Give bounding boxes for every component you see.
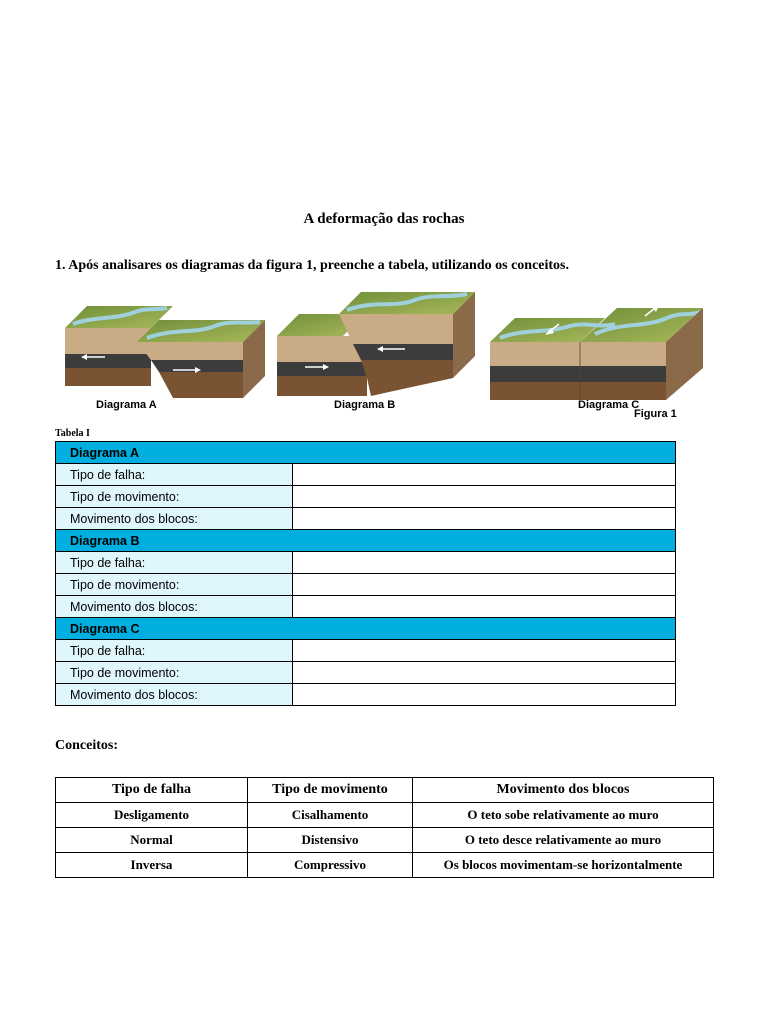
column-header: Movimento dos blocos [413,778,714,803]
column-header: Tipo de falha [56,778,248,803]
answer-cell[interactable] [293,464,676,486]
table-cell: Inversa [56,853,248,878]
table-row [56,508,676,530]
row-label: Movimento dos blocos: [56,684,293,706]
diagram-b-label: Diagrama B [334,399,396,411]
section-header-row [56,530,676,552]
answer-cell[interactable] [293,508,676,530]
row-label: Tipo de movimento: [56,574,293,596]
table-row [56,574,676,596]
section-header-diagram-c: Diagrama C [56,618,676,640]
answer-table [55,441,676,706]
figure-1 [55,288,715,424]
answer-cell[interactable] [293,596,676,618]
diagram-c-label: Diagrama C [578,399,640,411]
column-header: Tipo de movimento [248,778,413,803]
table-row [56,486,676,508]
table-cell: Distensivo [248,828,413,853]
row-label: Movimento dos blocos: [56,596,293,618]
table-cell: Desligamento [56,803,248,828]
figure-caption: Figura 1 [634,408,677,420]
answer-cell[interactable] [293,574,676,596]
table-caption: Tabela I [55,428,90,439]
answer-cell[interactable] [293,662,676,684]
table-row [56,662,676,684]
row-label: Tipo de falha: [56,552,293,574]
row-label: Tipo de movimento: [56,662,293,684]
row-label: Tipo de falha: [56,640,293,662]
diagram-b-illustration [277,292,475,396]
diagram-c-illustration [490,305,703,400]
table-row [56,828,714,853]
row-label: Tipo de falha: [56,464,293,486]
row-label: Movimento dos blocos: [56,508,293,530]
section-header-row [56,618,676,640]
table-cell: Os blocos movimentam-se horizontalmente [413,853,714,878]
table-cell: Cisalhamento [248,803,413,828]
row-label: Tipo de movimento: [56,486,293,508]
table-row [56,552,676,574]
table-row [56,853,714,878]
answer-cell[interactable] [293,684,676,706]
table-row [56,803,714,828]
document-title: A deformação das rochas [303,211,465,227]
diagram-a-illustration [65,306,265,398]
concepts-heading: Conceitos: [55,738,118,753]
table-row [56,640,676,662]
answer-cell[interactable] [293,640,676,662]
table-row [56,684,676,706]
answer-cell[interactable] [293,552,676,574]
table-row [56,596,676,618]
concepts-table [55,777,714,878]
table-cell: Compressivo [248,853,413,878]
table-cell: O teto desce relativamente ao muro [413,828,714,853]
table-row [56,464,676,486]
section-header-diagram-a: Diagrama A [56,442,676,464]
concepts-header-row [56,778,714,803]
section-header-diagram-b: Diagrama B [56,530,676,552]
diagram-a-label: Diagrama A [96,399,157,411]
table-cell: O teto sobe relativamente ao muro [413,803,714,828]
section-header-row [56,442,676,464]
table-cell: Normal [56,828,248,853]
answer-cell[interactable] [293,486,676,508]
question-text: 1. Após analisares os diagramas da figura 1, preenche a tabela, utilizando os conceitos. [55,258,570,273]
